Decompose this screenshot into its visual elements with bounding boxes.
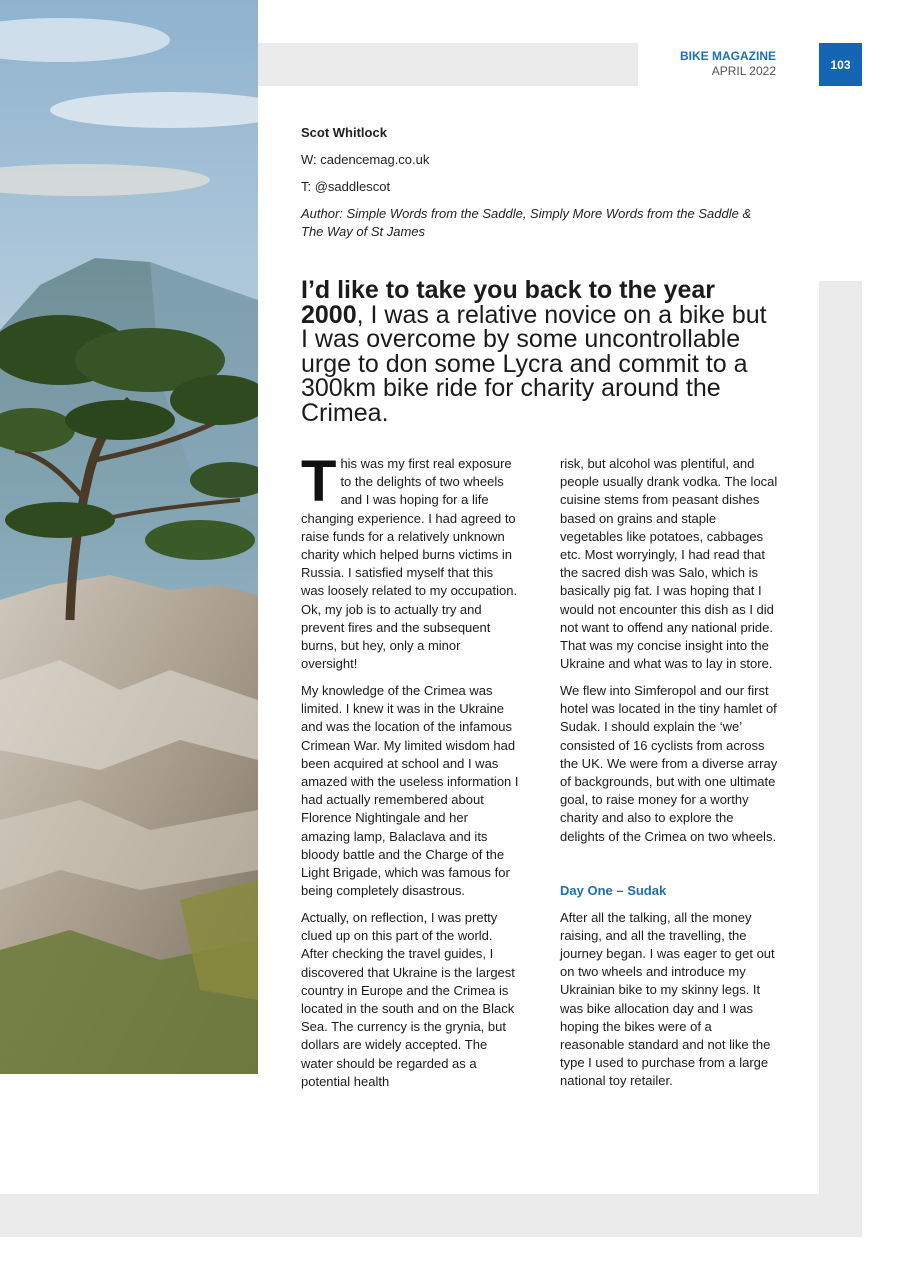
section-heading: Day One – Sudak: [560, 882, 667, 898]
paragraph-3: Actually, on reflection, I was pretty clued up on this part of the world. After checking the travel guides, I discovered that Ukraine is the largest country in Europe and the Crimea is located in the south and on the Black Sea. The currency is the grynia, but dollars are widely accepted. The water should be regarded as a potential health: [301, 910, 515, 1089]
standfirst: [301, 278, 771, 425]
author-website: W: cadencemag.co.uk: [301, 152, 430, 167]
standfirst-rest: , I was a relative novice on a bike but I was overcome by some uncontrollable urge to don some Lycra and commit to a 300km bike ride for charity around the Crimea.: [301, 300, 767, 427]
paragraph-4: risk, but alcohol was plentiful, and people usually drank vodka. The local cuisine stems from peasant dishes based on grains and staple vegetables like potatoes, cabbages etc. Most worryingly, I had read that the sacred dish was Salo, which is basically pig fat. I was hoping that I would not encounter this dish as I did not want to offend any national pride. That was my concise insight into the Ukraine and what was to lay in store.: [560, 456, 778, 672]
author-info: [301, 124, 771, 241]
author-name: Scot Whitlock: [301, 125, 387, 140]
paragraph-1: [301, 449, 519, 673]
right-gray-band: [819, 281, 862, 1237]
magazine-name: BIKE MAGAZINE: [680, 49, 776, 63]
paragraph-5: We flew into Simferopol and our first hotel was located in the tiny hamlet of Sudak. I should explain the ‘we’ consisted of 16 cyclists from across the UK. We were from a diverse array of backgrounds, but with one ultimate goal, to raise money for a worthy charity and also to explore the delights of the Crimea on two wheels.: [560, 683, 778, 844]
paragraph-6: After all the talking, all the money raising, and all the travelling, the journey began. I was eager to get out on two wheels and introduce my Ukrainian bike to my skinny legs. It was bike allocation day and I was hoping the bikes were of a reasonable standard and not like the type I used to purchase from a large national toy retailer.: [560, 909, 775, 1089]
article-column-left: [301, 449, 519, 1100]
article-column-right: [560, 455, 778, 1099]
crimea-landscape-photo: [0, 0, 258, 1074]
author-twitter: T: @saddlescot: [301, 179, 391, 194]
paragraph-1-text: his was my first real exposure to the delights of two wheels and I was hoping for a life changing experience. I had agreed to raise funds for a relatively unknown charity which helped burns victims in Russia. I satisfied myself that this was loosely related to my occupation. Ok, my job is to actually try and prevent fires and the subsequent burns, but hey, only a minor oversight!: [301, 456, 518, 672]
issue-date: APRIL 2022: [711, 64, 776, 78]
footer-gray-band: [0, 1194, 862, 1237]
magazine-header: [640, 49, 776, 79]
paragraph-2: My knowledge of the Crimea was limited. I knew it was in the Ukraine and was the location of the infamous Crimean War. My limited wisdom had been acquired at school and I was amazed with the useless information I had actually remembered about Florence Nightingale and her amazing lamp, Balaclava and its bloody battle and the Charge of the Light Brigade, which was famous for being completely disastrous.: [301, 683, 519, 899]
page-number: 103: [819, 43, 862, 86]
standfirst-bold: I’d like to take you back to the year 2000: [301, 276, 716, 329]
author-books: Author: Simple Words from the Saddle, Simply More Words from the Saddle & The Way of St James: [301, 206, 752, 239]
drop-cap: T: [301, 449, 337, 514]
